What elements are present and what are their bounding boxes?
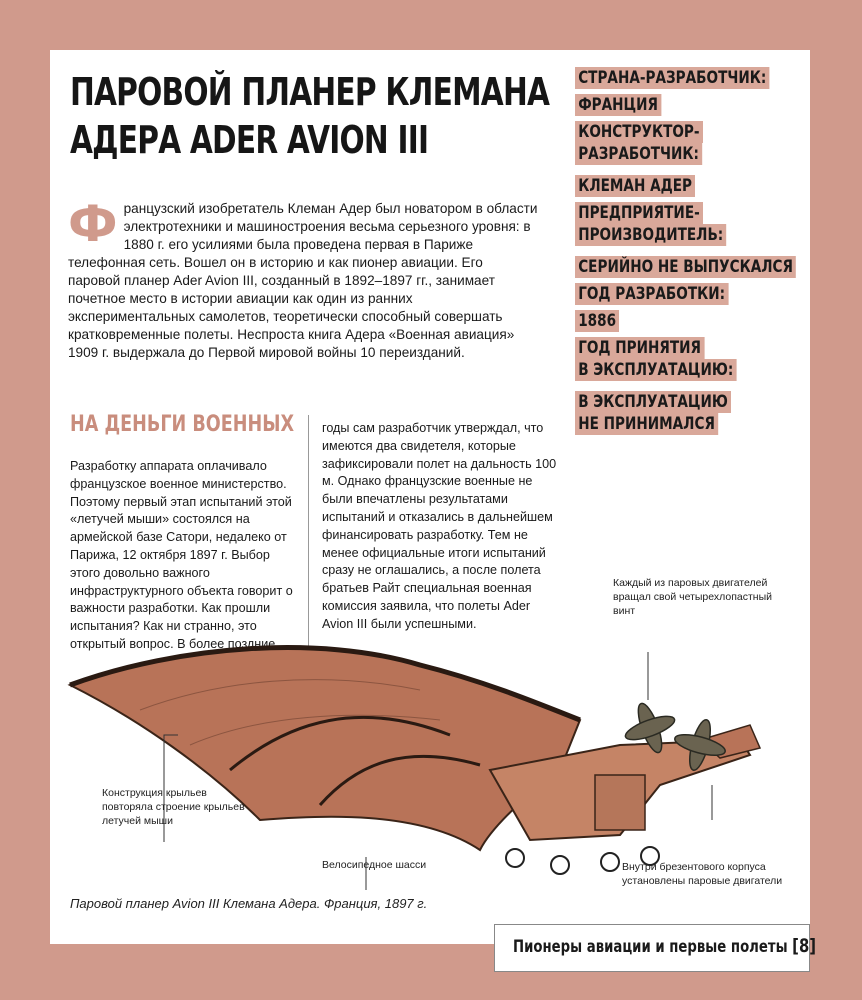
spec-adopt-label-1: ГОД ПРИНЯТИЯ — [575, 337, 704, 359]
spec-adopt-value-1: В ЭКСПЛУАТАЦИЮ — [575, 391, 731, 413]
section-heading: НА ДЕНЬГИ ВОЕННЫХ — [70, 412, 295, 437]
footer-box — [494, 924, 817, 972]
spec-year-value: 1886 — [575, 310, 619, 332]
intro-text: ранцузский изобретатель Клеман Адер был новатором в области электротехники и машиностроения весьма серьезного уровня: в 1880 г. его усилиями была проведена первая в Париже телефонная сеть. Вошел он в историю и как пионер авиации. Его паровой планер Ader Avion III, созданный в 1892–1897 гг., занимает почетное место в истории авиации как один из ранних экспериментальных самолетов, теоретически способный совершать кратковременные полеты. Неспроста книга Адера «Военная авиация» 1909 г. выдержала до Первой мировой войны 10 переизданий. — [68, 201, 538, 360]
spec-designer-label-1: КОНСТРУКТОР- — [575, 121, 703, 143]
spec-adopt-value-2: НЕ ПРИНИМАЛСЯ — [575, 413, 718, 435]
annotation-chassis: Велосипедное шасси — [322, 859, 427, 871]
spec-adopt-label-2: В ЭКСПЛУАТАЦИЮ: — [575, 359, 736, 381]
intro-paragraph — [68, 195, 538, 362]
spec-sidebar — [575, 67, 810, 445]
footer-section-title: Пионеры авиации и первые полеты — [513, 937, 788, 957]
page-number: [8] — [792, 935, 817, 957]
spec-designer-value: КЛЕМАН АДЕР — [575, 175, 695, 197]
spec-year-label: ГОД РАЗРАБОТКИ: — [575, 283, 728, 305]
spec-country-value: ФРАНЦИЯ — [575, 94, 661, 116]
annotation-engines: Внутри брезентового корпуса установлены паровые двигатели — [622, 861, 783, 887]
section-column-2: годы сам разработчик утверждал, что имеются два свидетеля, которые зафиксировали полет на дальность 100 м. Однако французские военные не были впечатлены результатами испытаний и отказались в дальнейшем финансировать разработку. Тем не менее официальные итоги испытаний сразу не оглашались, а после полета братьев Райт специальная военная комиссия заявила, что полеты Ader Avion III были успешными. — [322, 421, 557, 631]
spec-maker-label-2: ПРОИЗВОДИТЕЛЬ: — [575, 224, 726, 246]
figure-caption: Паровой планер Avion III Клемана Адера. Франция, 1897 г. — [70, 896, 428, 911]
spec-country-label: СТРАНА-РАЗРАБОТЧИК: — [575, 67, 769, 89]
annotation-propellers: Каждый из паровых двигателей вращал свой четырехлопастный винт — [613, 577, 773, 617]
page-title: ПАРОВОЙ ПЛАНЕР КЛЕМАНА АДЕРА ADER AVION III — [70, 70, 550, 162]
aircraft-illustration — [60, 570, 800, 890]
page-sheet — [50, 50, 810, 944]
spec-designer-label-2: РАЗРАБОТЧИК: — [575, 143, 702, 165]
footer-label — [513, 935, 816, 957]
spec-maker-value: СЕРИЙНО НЕ ВЫПУСКАЛСЯ — [575, 256, 796, 278]
annotation-wings: Конструкция крыльев повторяла строение крыльев летучей мыши — [102, 787, 245, 827]
section-column-1: Разработку аппарата оплачивало французское военное министерство. Поэтому первый этап испытаний этой «летучей мыши» состоялся на армейской базе Сатори, недалеко от Парижа, 12 октября 1897 г. Выбор этого довольно важного инфраструктурного объекта говорит о важности разработки. Как прошли испытания? Как ни странно, это открытый вопрос. В более поздние — [70, 459, 293, 651]
spec-maker-label-1: ПРЕДПРИЯТИЕ- — [575, 202, 703, 224]
dropcap: Ф — [68, 195, 118, 253]
